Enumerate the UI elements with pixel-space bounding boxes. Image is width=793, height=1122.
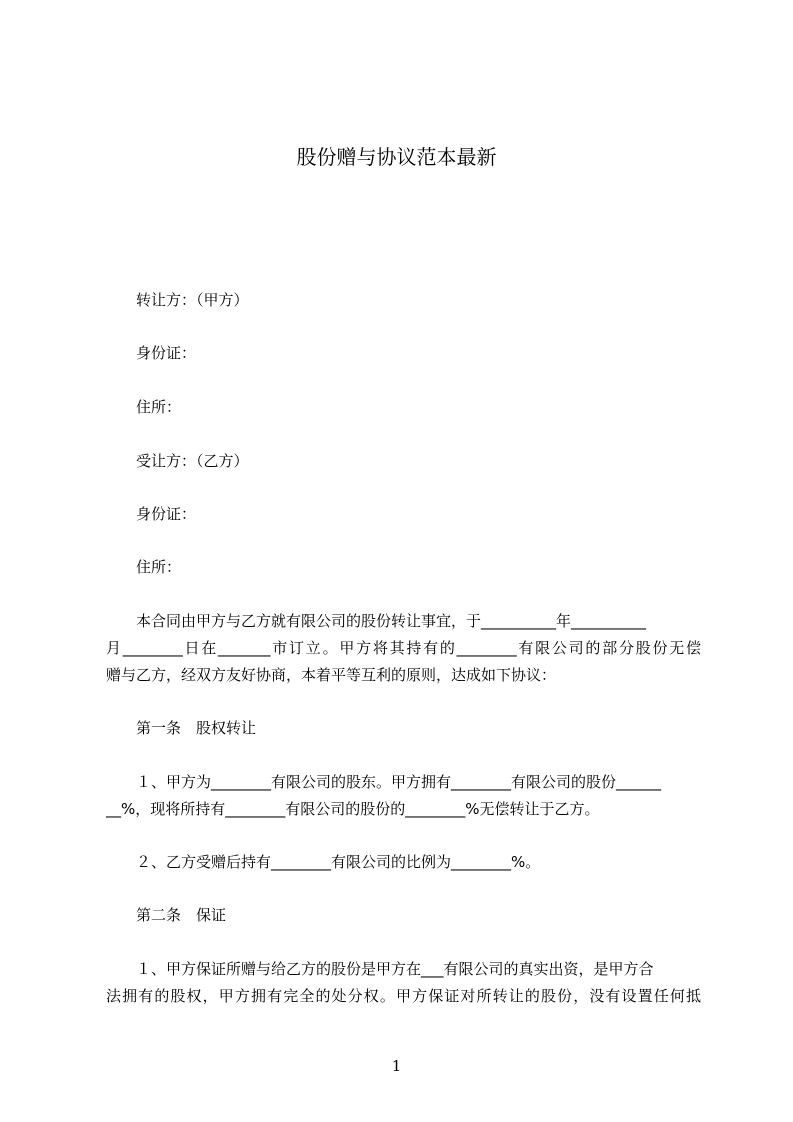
transferor-address-label: 住所：	[136, 398, 182, 416]
transferor-id-label: 身份证：	[136, 344, 197, 362]
article-2-item-1-line-2: 法拥有的股权，甲方拥有完全的处分权。甲方保证对所转让的股份，没有设置任何抵	[106, 987, 701, 1005]
document-title: 股份赠与协议范本最新	[296, 145, 497, 169]
page-number: 1	[391, 1057, 402, 1075]
article-1-item-1-line-2: __%，现将所持有________有限公司的股份的________%无偿转让于乙方。	[106, 800, 600, 818]
intro-paragraph-line-1: 本合同由甲方与乙方就有限公司的股份转让事宜，于__________年__________	[136, 612, 647, 630]
transferee-label: 受让方：（乙方）	[136, 452, 249, 470]
article-1-heading: 第一条 股权转让	[136, 719, 257, 737]
intro-paragraph-line-3: 赠与乙方，经双方友好协商，本着平等互利的原则，达成如下协议：	[106, 666, 557, 684]
article-2-heading: 第二条 保证	[136, 906, 227, 924]
article-1-item-1-line-1: １、甲方为________有限公司的股东。甲方拥有________有限公司的股份______	[136, 773, 662, 791]
intro-paragraph-line-2: 月________日在_______市订立。甲方将其持有的________有限公司的部分股份无偿	[106, 639, 701, 657]
transferee-address-label: 住所：	[136, 558, 182, 576]
article-1-item-2: ２、乙方受赠后持有________有限公司的比例为________%。	[136, 853, 541, 871]
transferor-label: 转让方：（甲方）	[136, 291, 249, 309]
transferee-id-label: 身份证：	[136, 505, 197, 523]
article-2-item-1-line-1: １、甲方保证所赠与给乙方的股份是甲方在___有限公司的真实出资，是甲方合	[136, 960, 654, 978]
